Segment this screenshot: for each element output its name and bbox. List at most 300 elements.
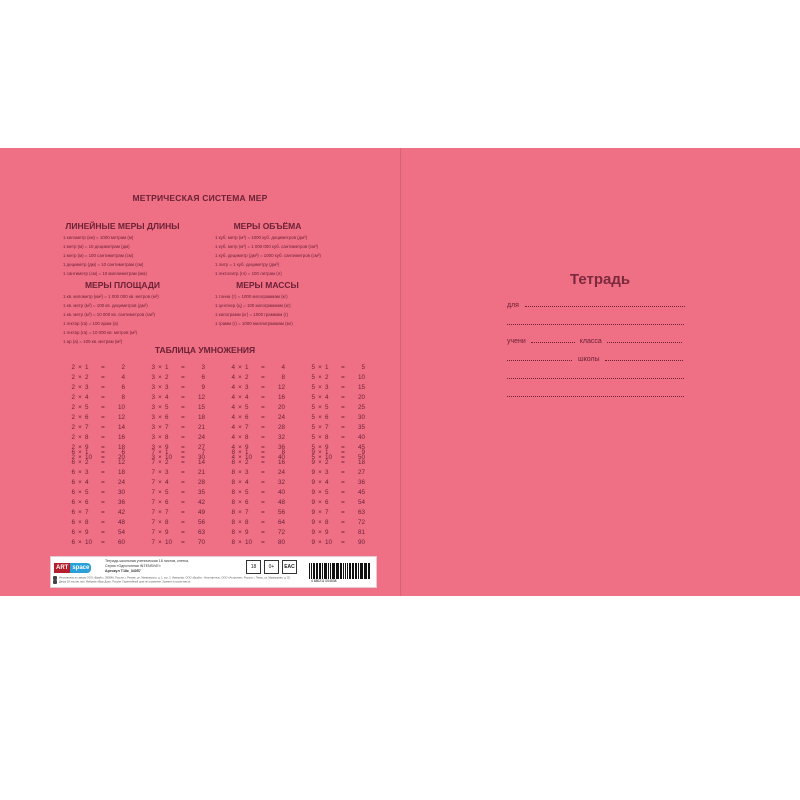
mass-heading: МЕРЫ МАССЫ (236, 280, 299, 290)
mult-b: 7 (165, 509, 169, 516)
mass-item: 1 центнер (ц) = 100 килограммам (кг) (215, 303, 291, 308)
mult-op: × (158, 434, 162, 441)
mult-r: 20 (277, 404, 285, 411)
product-description (105, 559, 189, 574)
dotted-line (507, 372, 684, 379)
mult-b: 2 (325, 459, 329, 466)
desc-line: Тетрадь школьная ученическая 18 листов, клетка. (105, 559, 190, 563)
volume-item: 1 куб. метр (м³) = 1 000 000 куб. сантиметров (см³) (215, 244, 319, 249)
mult-r: 12 (197, 394, 205, 401)
length-heading: ЛИНЕЙНЫЕ МЕРЫ ДЛИНЫ (65, 221, 180, 231)
mult-b: 3 (85, 469, 89, 476)
barcode-bar (337, 563, 339, 579)
mult-eq: = (261, 414, 265, 421)
mult-eq: = (341, 434, 345, 441)
mult-row (303, 373, 365, 383)
student-line (507, 336, 682, 345)
mult-b: 10 (325, 454, 333, 461)
mult-r: 72 (357, 519, 365, 526)
mult-a: 8 (231, 469, 235, 476)
mult-r: 90 (357, 539, 365, 546)
barcode-bar (364, 563, 365, 579)
mult-a: 5 (311, 374, 315, 381)
mult-op: × (78, 404, 82, 411)
mult-a: 3 (151, 454, 155, 461)
mult-b: 2 (245, 374, 249, 381)
class-label: класса (579, 338, 602, 345)
mult-op: × (318, 489, 322, 496)
mult-r: 27 (357, 469, 365, 476)
mult-a: 5 (311, 424, 315, 431)
mult-a: 3 (151, 374, 155, 381)
mult-a: 6 (71, 529, 75, 536)
mult-a: 8 (231, 529, 235, 536)
mult-a: 9 (311, 489, 315, 496)
mult-eq: = (341, 374, 345, 381)
mult-op: × (158, 459, 162, 466)
mult-a: 7 (151, 489, 155, 496)
mult-op: × (158, 424, 162, 431)
barcode-bar (332, 563, 333, 579)
mult-a: 9 (311, 529, 315, 536)
mult-eq: = (181, 539, 185, 546)
mult-b: 5 (85, 489, 89, 496)
mult-row (143, 373, 205, 383)
mult-b: 5 (325, 404, 329, 411)
mult-b: 10 (245, 454, 253, 461)
mult-eq: = (181, 424, 185, 431)
mult-r: 6 (201, 374, 205, 381)
mult-b: 9 (245, 444, 249, 451)
mult-a: 2 (71, 374, 75, 381)
length-item: 1 метр (м) = 10 дециметрам (дм) (63, 244, 130, 249)
mult-b: 4 (325, 394, 329, 401)
mult-a: 7 (151, 469, 155, 476)
mult-a: 3 (151, 414, 155, 421)
dotted-line (507, 390, 684, 397)
mult-op: × (158, 414, 162, 421)
mult-b: 3 (325, 469, 329, 476)
mult-a: 6 (71, 489, 75, 496)
mult-b: 6 (245, 499, 249, 506)
mult-a: 4 (231, 454, 235, 461)
mult-op: × (318, 404, 322, 411)
mult-eq: = (261, 509, 265, 516)
mult-eq: = (101, 489, 105, 496)
mult-row (303, 488, 365, 498)
mult-eq: = (261, 499, 265, 506)
school-dotted-prefix (507, 354, 572, 361)
mult-row (223, 518, 285, 528)
area-item: 1 гектар (га) = 100 арам (а) (63, 321, 118, 326)
barcode-bar (369, 563, 370, 579)
mult-op: × (238, 404, 242, 411)
mult-op: × (318, 434, 322, 441)
mult-eq: = (341, 519, 345, 526)
mult-row (143, 508, 205, 518)
mult-op: × (318, 499, 322, 506)
mult-a: 7 (151, 499, 155, 506)
mult-op: × (78, 489, 82, 496)
mult-op: × (78, 539, 82, 546)
mult-r: 27 (197, 444, 205, 451)
barcode-bar (322, 563, 323, 579)
desc-line: Артикул Т18к_34057 (105, 569, 141, 573)
blank-line-1 (507, 318, 684, 327)
mult-r: 6 (121, 384, 125, 391)
mult-a: 2 (71, 404, 75, 411)
for-label: для (507, 302, 519, 309)
length-item: 1 дециметр (дм) = 10 сантиметрам (см) (63, 262, 144, 267)
barcode-bar (319, 563, 320, 579)
mult-r: 48 (117, 519, 125, 526)
mass-item: 1 килограмм (кг) = 1000 граммам (г) (215, 312, 288, 317)
mult-eq: = (261, 374, 265, 381)
mult-row (63, 423, 125, 433)
mult-r: 63 (357, 509, 365, 516)
mult-row (63, 373, 125, 383)
mult-r: 15 (197, 404, 205, 411)
mult-a: 8 (231, 449, 235, 456)
mult-b: 8 (245, 519, 249, 526)
mult-eq: = (341, 414, 345, 421)
barcode-bar (356, 563, 357, 579)
mult-eq: = (261, 469, 265, 476)
barcode-bar (350, 563, 351, 579)
mult-a: 6 (71, 539, 75, 546)
mult-r: 12 (117, 414, 125, 421)
mult-eq: = (181, 394, 185, 401)
mult-a: 2 (71, 434, 75, 441)
mult-r: 21 (197, 424, 205, 431)
mult-eq: = (261, 394, 265, 401)
multiplication-title: ТАБЛИЦА УМНОЖЕНИЯ (154, 345, 256, 355)
mult-op: × (318, 519, 322, 526)
mult-r: 2 (121, 364, 125, 371)
mult-eq: = (101, 424, 105, 431)
mult-r: 8 (281, 374, 285, 381)
mult-row (63, 508, 125, 518)
area-heading: МЕРЫ ПЛОЩАДИ (84, 280, 161, 290)
mult-a: 2 (71, 394, 75, 401)
mult-op: × (318, 454, 322, 461)
barcode-bar (325, 563, 326, 579)
mult-block-7 (143, 448, 205, 548)
mult-b: 2 (245, 459, 249, 466)
mult-a: 9 (311, 509, 315, 516)
mult-eq: = (101, 459, 105, 466)
mult-row (223, 373, 285, 383)
mult-eq: = (341, 454, 345, 461)
mult-row (143, 468, 205, 478)
mult-b: 2 (325, 374, 329, 381)
mult-row (143, 528, 205, 538)
mult-row (63, 528, 125, 538)
mult-eq: = (341, 509, 345, 516)
mult-op: × (238, 479, 242, 486)
mult-r: 18 (197, 414, 205, 421)
volume-heading: МЕРЫ ОБЪЁМА (233, 221, 302, 231)
mult-b: 3 (325, 384, 329, 391)
mult-eq: = (101, 469, 105, 476)
mult-r: 15 (357, 384, 365, 391)
mult-op: × (318, 444, 322, 451)
mult-op: × (158, 509, 162, 516)
barcode-bar (352, 563, 354, 579)
mult-b: 7 (245, 509, 249, 516)
mult-row (63, 413, 125, 423)
fine-print (53, 576, 308, 585)
mult-b: 8 (245, 434, 249, 441)
mult-b: 5 (165, 489, 169, 496)
mult-r: 63 (197, 529, 205, 536)
mult-r: 8 (281, 449, 285, 456)
mult-r: 30 (357, 414, 365, 421)
mult-r: 12 (277, 384, 285, 391)
mult-r: 16 (277, 394, 285, 401)
mult-op: × (78, 424, 82, 431)
mult-b: 2 (85, 459, 89, 466)
mult-b: 10 (245, 539, 253, 546)
mult-op: × (158, 374, 162, 381)
mult-b: 1 (165, 364, 169, 371)
sheet-count-mark: 18 (246, 560, 261, 574)
mult-op: × (318, 394, 322, 401)
mult-row (303, 538, 365, 548)
mult-eq: = (101, 384, 105, 391)
mult-eq: = (181, 519, 185, 526)
mult-op: × (78, 454, 82, 461)
mult-r: 18 (117, 444, 125, 451)
mult-b: 10 (85, 539, 93, 546)
volume-item: 1 гектолитр (гл) = 100 литрам (л) (215, 271, 282, 276)
mult-b: 2 (165, 459, 169, 466)
mult-a: 7 (151, 449, 155, 456)
mult-r: 54 (357, 499, 365, 506)
mult-b: 7 (165, 424, 169, 431)
mult-b: 1 (325, 364, 329, 371)
mult-a: 8 (231, 479, 235, 486)
mult-row (143, 478, 205, 488)
mult-b: 7 (325, 509, 329, 516)
school-dotted-line (605, 354, 683, 361)
mult-b: 9 (325, 529, 329, 536)
mult-op: × (238, 509, 242, 516)
mult-op: × (158, 539, 162, 546)
mult-b: 10 (325, 539, 333, 546)
mult-op: × (78, 374, 82, 381)
mult-a: 8 (231, 519, 235, 526)
mult-a: 9 (311, 539, 315, 546)
mult-eq: = (261, 479, 265, 486)
mult-eq: = (341, 529, 345, 536)
mult-eq: = (181, 479, 185, 486)
mult-row (63, 393, 125, 403)
mult-b: 7 (245, 424, 249, 431)
mult-a: 4 (231, 374, 235, 381)
mult-eq: = (341, 499, 345, 506)
mult-b: 5 (245, 489, 249, 496)
mult-row (303, 518, 365, 528)
mult-op: × (238, 489, 242, 496)
mult-op: × (318, 469, 322, 476)
mult-row (143, 448, 205, 458)
mult-b: 4 (165, 394, 169, 401)
mult-b: 8 (325, 434, 329, 441)
mult-a: 9 (311, 459, 315, 466)
mult-row (143, 423, 205, 433)
mult-op: × (238, 414, 242, 421)
mult-op: × (78, 444, 82, 451)
mult-op: × (158, 449, 162, 456)
mult-a: 6 (71, 469, 75, 476)
mult-b: 2 (85, 374, 89, 381)
mult-eq: = (341, 424, 345, 431)
mult-r: 32 (277, 479, 285, 486)
mult-r: 25 (357, 404, 365, 411)
mult-r: 42 (117, 509, 125, 516)
mult-op: × (78, 434, 82, 441)
mult-eq: = (101, 364, 105, 371)
student-dotted-line (531, 336, 575, 343)
mult-b: 4 (245, 479, 249, 486)
mult-a: 8 (231, 509, 235, 516)
mult-row (223, 538, 285, 548)
mult-op: × (318, 414, 322, 421)
mult-eq: = (101, 414, 105, 421)
barcode-bar (333, 563, 334, 579)
mult-b: 8 (165, 434, 169, 441)
mult-op: × (158, 529, 162, 536)
mult-op: × (238, 374, 242, 381)
mult-r: 21 (197, 469, 205, 476)
mult-row (63, 488, 125, 498)
brand-logo (54, 561, 92, 575)
volume-list (215, 233, 321, 278)
volume-item: 1 куб. метр (м³) = 1000 куб. дециметров (дм³) (215, 235, 308, 240)
mult-a: 5 (311, 364, 315, 371)
mult-eq: = (261, 434, 265, 441)
mult-b: 3 (85, 384, 89, 391)
mult-r: 40 (277, 489, 285, 496)
mult-eq: = (181, 434, 185, 441)
mult-b: 3 (245, 384, 249, 391)
mult-row (143, 403, 205, 413)
notebook-cover (0, 148, 800, 596)
mult-a: 2 (71, 364, 75, 371)
barcode-bar (365, 563, 367, 579)
length-item: 1 сантиметр (см) = 10 миллиметрам (мм) (63, 271, 147, 276)
mult-a: 4 (231, 394, 235, 401)
mult-b: 8 (85, 519, 89, 526)
mult-eq: = (101, 404, 105, 411)
mult-b: 4 (325, 479, 329, 486)
mult-op: × (318, 479, 322, 486)
mult-r: 3 (201, 364, 205, 371)
mult-eq: = (181, 459, 185, 466)
mult-eq: = (341, 479, 345, 486)
mult-eq: = (341, 469, 345, 476)
barcode-bar (316, 563, 318, 579)
mult-eq: = (181, 499, 185, 506)
mult-b: 7 (85, 509, 89, 516)
mult-row (303, 528, 365, 538)
front-cover (400, 148, 800, 596)
mult-a: 7 (151, 459, 155, 466)
back-cover (0, 148, 400, 596)
mult-eq: = (261, 384, 265, 391)
mult-a: 3 (151, 364, 155, 371)
barcode-bar (314, 563, 315, 579)
mult-a: 3 (151, 424, 155, 431)
mult-r: 24 (277, 469, 285, 476)
mult-a: 3 (151, 394, 155, 401)
mult-op: × (238, 529, 242, 536)
mult-row (303, 468, 365, 478)
product-label (50, 556, 377, 588)
logo-art: ART (56, 565, 69, 571)
mult-eq: = (341, 489, 345, 496)
mult-a: 6 (71, 499, 75, 506)
mult-b: 5 (85, 404, 89, 411)
mult-b: 6 (245, 414, 249, 421)
mult-row (303, 403, 365, 413)
mult-op: × (158, 384, 162, 391)
mult-op: × (318, 459, 322, 466)
mult-op: × (238, 519, 242, 526)
mult-a: 5 (311, 384, 315, 391)
area-item: 1 ар (а) = 100 кв. метрам (м²) (63, 339, 123, 344)
mult-a: 6 (71, 509, 75, 516)
mult-r: 12 (117, 459, 125, 466)
mult-row (143, 498, 205, 508)
barcode-bar (313, 563, 314, 579)
mult-op: × (78, 449, 82, 456)
length-item: 1 километр (км) = 1000 метрам (м) (63, 235, 134, 240)
mult-b: 4 (85, 479, 89, 486)
barcode-bar (341, 563, 342, 579)
mult-row (63, 468, 125, 478)
mult-eq: = (181, 374, 185, 381)
mult-op: × (78, 509, 82, 516)
barcode-bar (361, 563, 362, 579)
mult-r: 9 (201, 384, 205, 391)
barcode-bar (355, 563, 356, 579)
mult-row (223, 403, 285, 413)
mult-eq: = (341, 449, 345, 456)
mult-a: 3 (151, 434, 155, 441)
mult-op: × (238, 459, 242, 466)
mult-b: 1 (245, 364, 249, 371)
mult-op: × (78, 519, 82, 526)
mult-b: 4 (85, 394, 89, 401)
mult-eq: = (101, 449, 105, 456)
class-dotted-line (607, 336, 682, 343)
metric-system-title: МЕТРИЧЕСКАЯ СИСТЕМА МЕР (132, 193, 268, 203)
mult-row (303, 498, 365, 508)
mult-b: 5 (325, 489, 329, 496)
mult-row (63, 433, 125, 443)
mult-b: 9 (325, 444, 329, 451)
barcode-bar (328, 563, 330, 579)
area-item: 1 кв. метр (м²) = 100 кв. дециметров (дм²) (63, 303, 148, 308)
mult-a: 2 (71, 424, 75, 431)
mult-a: 3 (151, 384, 155, 391)
mult-b: 5 (165, 404, 169, 411)
mult-op: × (318, 374, 322, 381)
mult-b: 8 (165, 519, 169, 526)
mult-row (223, 458, 285, 468)
